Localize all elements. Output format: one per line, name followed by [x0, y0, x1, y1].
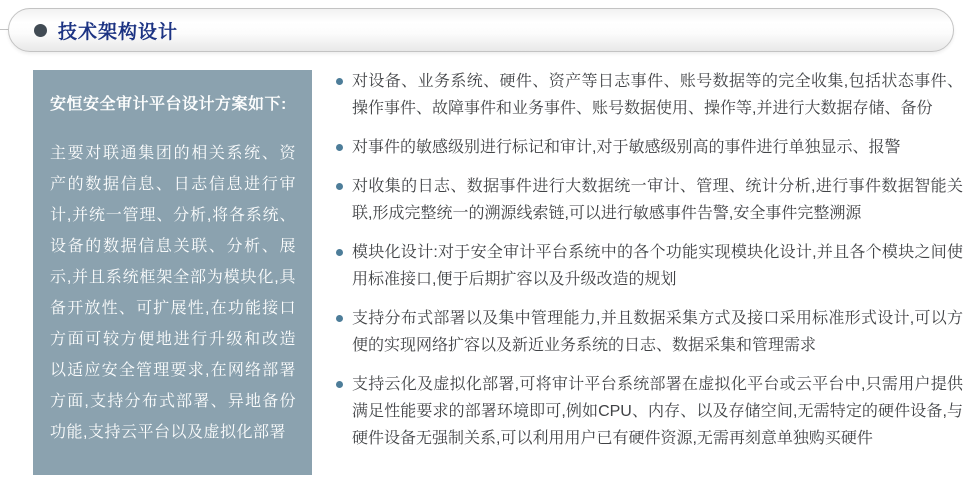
list-item-text: 对设备、业务系统、硬件、资产等日志事件、账号数据等的完全收集,包括状态事件、操作事件、故障事件和业务事件、账号数据使用、操作等,并进行大数据存储、备份: [352, 73, 963, 117]
list-item: [336, 68, 963, 122]
summary-panel-body: 主要对联通集团的相关系统、资产的数据信息、日志信息进行审计,并统一管理、分析,将各系统、设备的数据信息关联、分析、展示,并且系统框架全部为模块化,具备开放性、可扩展性,在功能接口方面可较方便地进行升级和改造以适应安全管理要求,在网络部署方面,支持分布式部署、异地备份功能,支持云平台以及虚拟化部署: [50, 145, 296, 441]
summary-panel-title: 安恒安全审计平台设计方案如下:: [50, 96, 287, 113]
list-item-text: 对事件的敏感级别进行标记和审计,对于敏感级别高的事件进行单独显示、报警: [352, 139, 901, 156]
section-title: 技术架构设计: [58, 21, 179, 43]
feature-list: [336, 68, 963, 464]
bullet-dot-icon: [336, 249, 343, 256]
list-item: [336, 305, 963, 359]
bullet-dot-icon: [336, 78, 343, 85]
bullet-dot-icon: [336, 315, 343, 322]
list-item: [336, 134, 963, 161]
list-item-text: 支持云化及虚拟化部署,可将审计平台系统部署在虚拟化平台或云平台中,只需用户提供满足性能要求的部署环境即可,例如CPU、内存、以及存储空间,无需特定的硬件设备,与硬件设备无强制关系,可以利用用户已有硬件资源,无需再刻意单独购买硬件: [352, 376, 963, 447]
header-bullet-icon: [34, 24, 47, 37]
section-header: [8, 8, 954, 52]
list-item: [336, 239, 963, 293]
bullet-dot-icon: [336, 144, 343, 151]
list-item-text: 对收集的日志、数据事件进行大数据统一审计、管理、统计分析,进行事件数据智能关联,形成完整统一的溯源线索链,可以进行敏感事件告警,安全事件完整溯源: [352, 178, 963, 222]
list-item: [336, 173, 963, 227]
bullet-dot-icon: [336, 183, 343, 190]
summary-panel: [33, 70, 312, 475]
list-item: [336, 371, 963, 452]
bullet-dot-icon: [336, 381, 343, 388]
list-item-text: 模块化设计:对于安全审计平台系统中的各个功能实现模块化设计,并且各个模块之间使用标准接口,便于后期扩容以及升级改造的规划: [352, 244, 963, 288]
list-item-text: 支持分布式部署以及集中管理能力,并且数据采集方式及接口采用标准形式设计,可以方便的实现网络扩容以及新近业务系统的日志、数据采集和管理需求: [352, 310, 963, 354]
